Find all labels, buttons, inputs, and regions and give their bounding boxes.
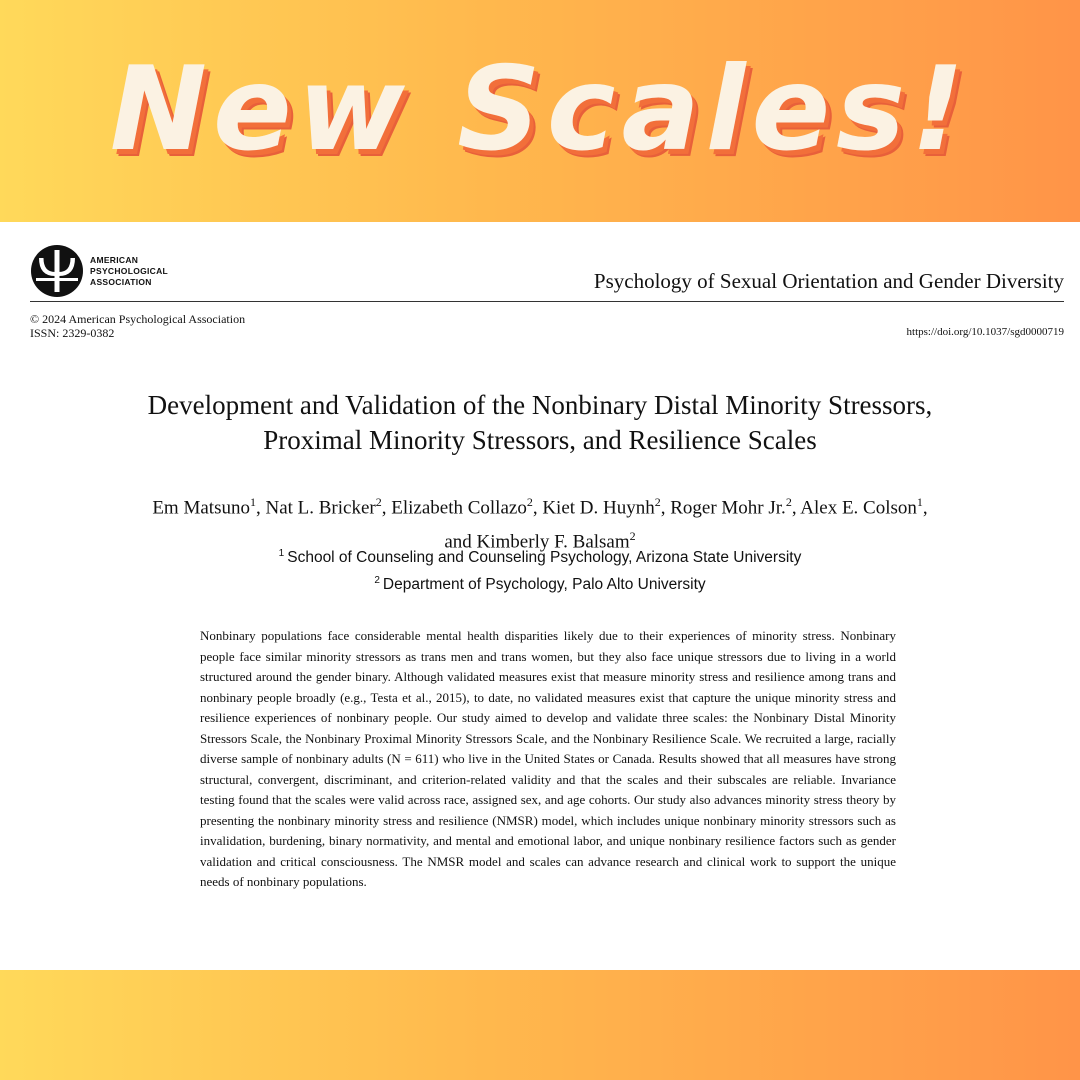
author-affiliation-marker: 2	[629, 529, 636, 544]
author-affiliation-marker: 2	[785, 495, 792, 509]
author-name: Em Matsuno	[152, 497, 250, 519]
author-name: and Kimberly F. Balsam	[444, 531, 630, 553]
publisher-name-line: ASSOCIATION	[90, 276, 152, 287]
publisher-name	[90, 255, 168, 288]
affiliation-text: Department of Psychology, Palo Alto University	[382, 576, 706, 594]
affiliation-list	[30, 542, 1050, 596]
copyright-text: © 2024 American Psychological Association	[30, 312, 246, 326]
publisher-logo	[30, 244, 168, 298]
affiliation-text: School of Counseling and Counseling Psychology, Arizona State University	[287, 549, 802, 567]
headline: New Scales!	[109, 42, 971, 177]
doi-link[interactable]: https://doi.org/10.1037/sgd0000719	[906, 326, 1064, 338]
author-line: Em Matsuno$^1$, Nat L. Bricker$^2$, Elizabeth Collazo$^2$, Kiet D. Huynh$^2$, Roger Mohr Jr.$^2$, Alex E. Colson$^1$,	[152, 495, 928, 519]
author-name: Elizabeth Collazo	[391, 497, 527, 519]
title-line: Development and Validation of the Nonbinary Distal Minority Stressors,	[147, 390, 933, 420]
affiliation-marker: 1	[278, 548, 285, 559]
publisher-name-line: PSYCHOLOGICAL	[90, 265, 169, 276]
author-affiliation-marker: 1	[916, 495, 923, 509]
publisher-name-line: AMERICAN	[90, 254, 139, 265]
author-name: Kiet D. Huynh	[542, 497, 655, 519]
author-name: Alex E. Colson	[800, 497, 917, 519]
journal-name: Psychology of Sexual Orientation and Gender Diversity	[593, 269, 1064, 293]
copyright-block	[30, 312, 245, 340]
affiliation-marker: 2	[374, 575, 380, 587]
author-affiliation-marker: 2	[654, 495, 661, 509]
author-affiliation-marker: 2	[526, 495, 533, 509]
paper-page	[0, 222, 1080, 970]
issn-text: ISSN: 2329-0382	[30, 326, 115, 340]
affiliation	[30, 569, 1050, 596]
paper-title	[30, 388, 1050, 458]
header-rule	[30, 301, 1064, 302]
apa-psi-logo-icon	[30, 244, 84, 298]
author-name: Roger Mohr Jr.	[670, 497, 786, 519]
author-affiliation-marker: 1	[249, 495, 256, 509]
affiliation	[30, 542, 1050, 569]
bottom-banner	[0, 970, 1080, 1080]
abstract: Nonbinary populations face considerable mental health disparities likely due to their experiences of minority stress. Nonbinary people face similar minority stressors as trans men and trans women, but they also face unique stressors due to living in a world structured around the gender binary. Although validated measures exist that measure minority stress and resilience among trans and nonbinary people broadly (e.g., Testa et al., 2015), to date, no validated measures exist that capture the unique minority stress and resilience experiences of nonbinary people. Our study aimed to develop and validate three scales: the Nonbinary Distal Minority Stressors Scale, the Nonbinary Proximal Minority Stressors Scale, and the Nonbinary Resilience Scale. We recruited a large, racially diverse sample of nonbinary adults (N = 611) who live in the United States or Canada. Results showed that all measures have strong structural, convergent, discriminant, and criterion-related validity and that the scales and their subscales are reliable. Invariance testing found that the scales were valid across race, assigned sex, and age cohorts. Our study also advances minority stress theory by presenting the nonbinary minority stress and resilience (NMSR) model, which includes unique nonbinary minority stressors such as invalidation, burdening, binary normativity, and mental and emotional labor, and unique nonbinary resilience factors such as gender validation and critical consciousness. The NMSR model and scales can advance research and clinical work to support the unique needs of nonbinary populations.	[200, 628, 896, 889]
author-name: Nat L. Bricker	[265, 497, 376, 519]
author-affiliation-marker: 2	[375, 495, 382, 509]
title-line: Proximal Minority Stressors, and Resilience Scales	[263, 425, 817, 455]
top-banner	[0, 0, 1080, 222]
